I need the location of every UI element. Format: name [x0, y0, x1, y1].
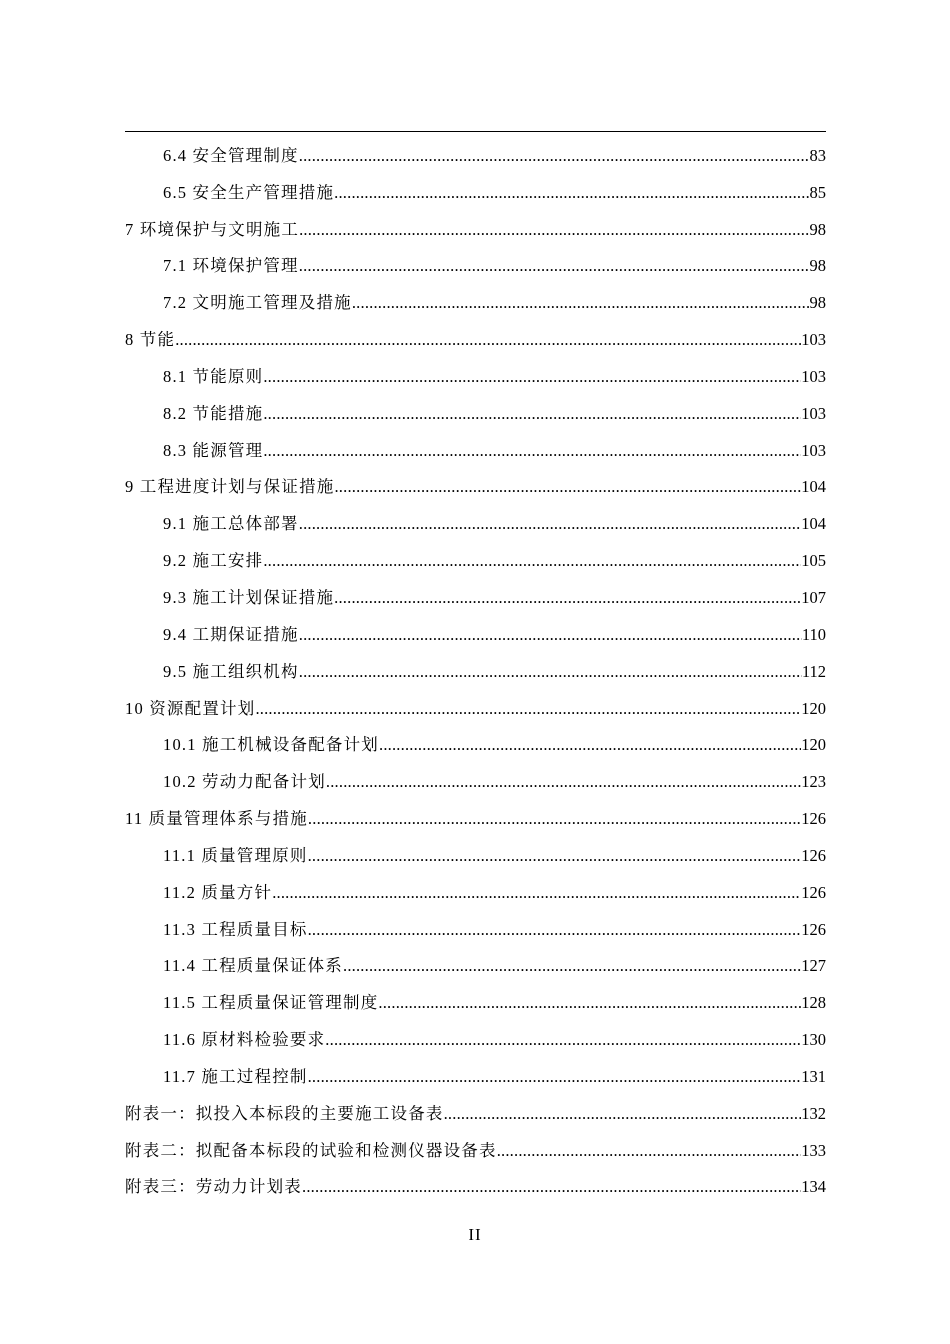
- toc-entry-page: 126: [801, 919, 826, 939]
- toc-entry-page: 126: [801, 845, 826, 865]
- toc-entry-11-4[interactable]: [125, 941, 826, 978]
- toc-entry-11-1[interactable]: [125, 830, 826, 867]
- toc-dot-leader: [352, 293, 810, 314]
- toc-entry-page: 98: [809, 293, 826, 313]
- toc-dot-leader: [175, 330, 801, 351]
- toc-entry-8-1[interactable]: [125, 351, 826, 388]
- toc-entry-title: 10 资源配置计划: [125, 698, 256, 718]
- toc-dot-leader: [334, 183, 809, 204]
- toc-entry-page: 103: [801, 366, 826, 386]
- toc-entry-10[interactable]: [125, 683, 826, 720]
- toc-entry-11[interactable]: [125, 793, 826, 830]
- toc-entry-11-6[interactable]: [125, 1014, 826, 1051]
- toc-entry-title: 11.2 质量方针: [163, 882, 273, 902]
- toc-entry-8[interactable]: [125, 314, 826, 351]
- toc-entry-page: 130: [801, 1030, 826, 1050]
- toc-entry-page: 134: [801, 1177, 826, 1197]
- toc-dot-leader: [255, 699, 801, 720]
- toc-entry-page: 104: [801, 477, 826, 497]
- toc-entry-6-4[interactable]: [125, 130, 826, 167]
- toc-entry-11-7[interactable]: [125, 1051, 826, 1088]
- toc-dot-leader: [299, 662, 802, 683]
- toc-entry-7[interactable]: [125, 204, 826, 241]
- toc-entry-title: 6.5 安全生产管理措施: [163, 182, 335, 202]
- toc-entry-8-2[interactable]: [125, 388, 826, 425]
- toc-entry-title: 11.6 原材料检验要求: [163, 1030, 326, 1050]
- toc-entry-10-2[interactable]: [125, 756, 826, 793]
- toc-entry-7-2[interactable]: [125, 277, 826, 314]
- toc-dot-leader: [378, 993, 801, 1014]
- toc-entry-title: 10.1 施工机械设备配备计划: [163, 735, 379, 755]
- toc-entry-9-2[interactable]: [125, 535, 826, 572]
- table-of-contents: [125, 130, 826, 1198]
- toc-entry-page: 98: [809, 256, 826, 276]
- toc-entry-title: 6.4 安全管理制度: [163, 145, 299, 165]
- toc-dot-leader: [263, 551, 801, 572]
- toc-entry-11-5[interactable]: [125, 977, 826, 1014]
- toc-entry-page: 103: [801, 403, 826, 423]
- toc-dot-leader: [302, 1177, 801, 1198]
- toc-entry-9-3[interactable]: [125, 572, 826, 609]
- toc-entry-title: 附表二：拟配备本标段的试验和检测仪器设备表: [125, 1140, 497, 1160]
- toc-entry-title: 9.1 施工总体部署: [163, 514, 299, 534]
- toc-entry-page: 103: [801, 440, 826, 460]
- toc-entry-page: 105: [801, 551, 826, 571]
- toc-entry-title: 9 工程进度计划与保证措施: [125, 477, 335, 497]
- toc-entry-9-5[interactable]: [125, 646, 826, 683]
- toc-entry-10-1[interactable]: [125, 720, 826, 757]
- toc-entry-title: 9.5 施工组织机构: [163, 661, 299, 681]
- toc-entry-page: 133: [801, 1140, 826, 1160]
- toc-entry-page: 127: [801, 956, 826, 976]
- toc-entry-page: 98: [809, 219, 826, 239]
- toc-entry-page: 103: [801, 330, 826, 350]
- toc-dot-leader: [444, 1104, 802, 1125]
- toc-entry-page: 123: [801, 772, 826, 792]
- toc-dot-leader: [343, 956, 801, 977]
- toc-entry-page: 120: [801, 735, 826, 755]
- toc-entry-7-1[interactable]: [125, 241, 826, 278]
- toc-entry-title: 11.1 质量管理原则: [163, 845, 308, 865]
- toc-entry-title: 8.3 能源管理: [163, 440, 264, 460]
- toc-entry-11-2[interactable]: [125, 867, 826, 904]
- toc-entry-title: 10.2 劳动力配备计划: [163, 772, 326, 792]
- toc-dot-leader: [497, 1141, 802, 1162]
- toc-dot-leader: [299, 256, 810, 277]
- toc-entry-appendix-2[interactable]: [125, 1125, 826, 1162]
- toc-entry-appendix-1[interactable]: [125, 1088, 826, 1125]
- toc-entry-9[interactable]: [125, 462, 826, 499]
- toc-dot-leader: [308, 1067, 802, 1088]
- toc-dot-leader: [263, 367, 801, 388]
- toc-entry-title: 9.4 工期保证措施: [163, 624, 299, 644]
- page-number: II: [468, 1225, 482, 1244]
- toc-entry-page: 131: [801, 1066, 826, 1086]
- toc-dot-leader: [263, 404, 801, 425]
- toc-entry-page: 104: [801, 514, 826, 534]
- toc-dot-leader: [334, 477, 801, 498]
- toc-entry-title: 附表一：拟投入本标段的主要施工设备表: [125, 1103, 444, 1123]
- toc-entry-title: 11.4 工程质量保证体系: [163, 956, 343, 976]
- toc-dot-leader: [326, 772, 801, 793]
- toc-entry-page: 126: [801, 809, 826, 829]
- toc-entry-page: 132: [801, 1103, 826, 1123]
- toc-entry-page: 85: [809, 182, 826, 202]
- toc-entry-11-3[interactable]: [125, 904, 826, 941]
- toc-dot-leader: [299, 514, 802, 535]
- toc-dot-leader: [299, 625, 802, 646]
- toc-entry-page: 120: [801, 698, 826, 718]
- toc-entry-title: 7.1 环境保护管理: [163, 256, 299, 276]
- toc-dot-leader: [308, 920, 802, 941]
- toc-dot-leader: [325, 1030, 801, 1051]
- toc-entry-title: 11.7 施工过程控制: [163, 1066, 308, 1086]
- toc-entry-title: 9.2 施工安排: [163, 551, 264, 571]
- toc-entry-6-5[interactable]: [125, 167, 826, 204]
- toc-entry-page: 128: [801, 993, 826, 1013]
- toc-entry-page: 112: [801, 661, 826, 681]
- toc-dot-leader: [263, 441, 801, 462]
- toc-dot-leader: [299, 146, 810, 167]
- toc-dot-leader: [379, 735, 801, 756]
- toc-entry-9-1[interactable]: [125, 498, 826, 535]
- toc-dot-leader: [299, 220, 809, 241]
- toc-entry-title: 8.2 节能措施: [163, 403, 264, 423]
- toc-entry-title: 附表三：劳动力计划表: [125, 1177, 302, 1197]
- toc-entry-appendix-3[interactable]: [125, 1162, 826, 1199]
- toc-entry-8-3[interactable]: [125, 425, 826, 462]
- toc-entry-title: 8 节能: [125, 330, 176, 350]
- toc-entry-title: 8.1 节能原则: [163, 366, 264, 386]
- toc-entry-title: 11.3 工程质量目标: [163, 919, 308, 939]
- toc-dot-leader: [272, 883, 801, 904]
- toc-entry-title: 7 环境保护与文明施工: [125, 219, 300, 239]
- toc-dot-leader: [308, 846, 802, 867]
- toc-entry-page: 83: [809, 145, 826, 165]
- toc-entry-page: 107: [801, 587, 826, 607]
- toc-entry-9-4[interactable]: [125, 609, 826, 646]
- toc-entry-title: 7.2 文明施工管理及措施: [163, 293, 352, 313]
- toc-entry-page: 110: [801, 624, 826, 644]
- toc-dot-leader: [308, 809, 801, 830]
- toc-dot-leader: [334, 588, 801, 609]
- toc-entry-title: 9.3 施工计划保证措施: [163, 587, 335, 607]
- toc-entry-title: 11.5 工程质量保证管理制度: [163, 993, 379, 1013]
- toc-entry-page: 126: [801, 882, 826, 902]
- toc-entry-title: 11 质量管理体系与措施: [125, 809, 308, 829]
